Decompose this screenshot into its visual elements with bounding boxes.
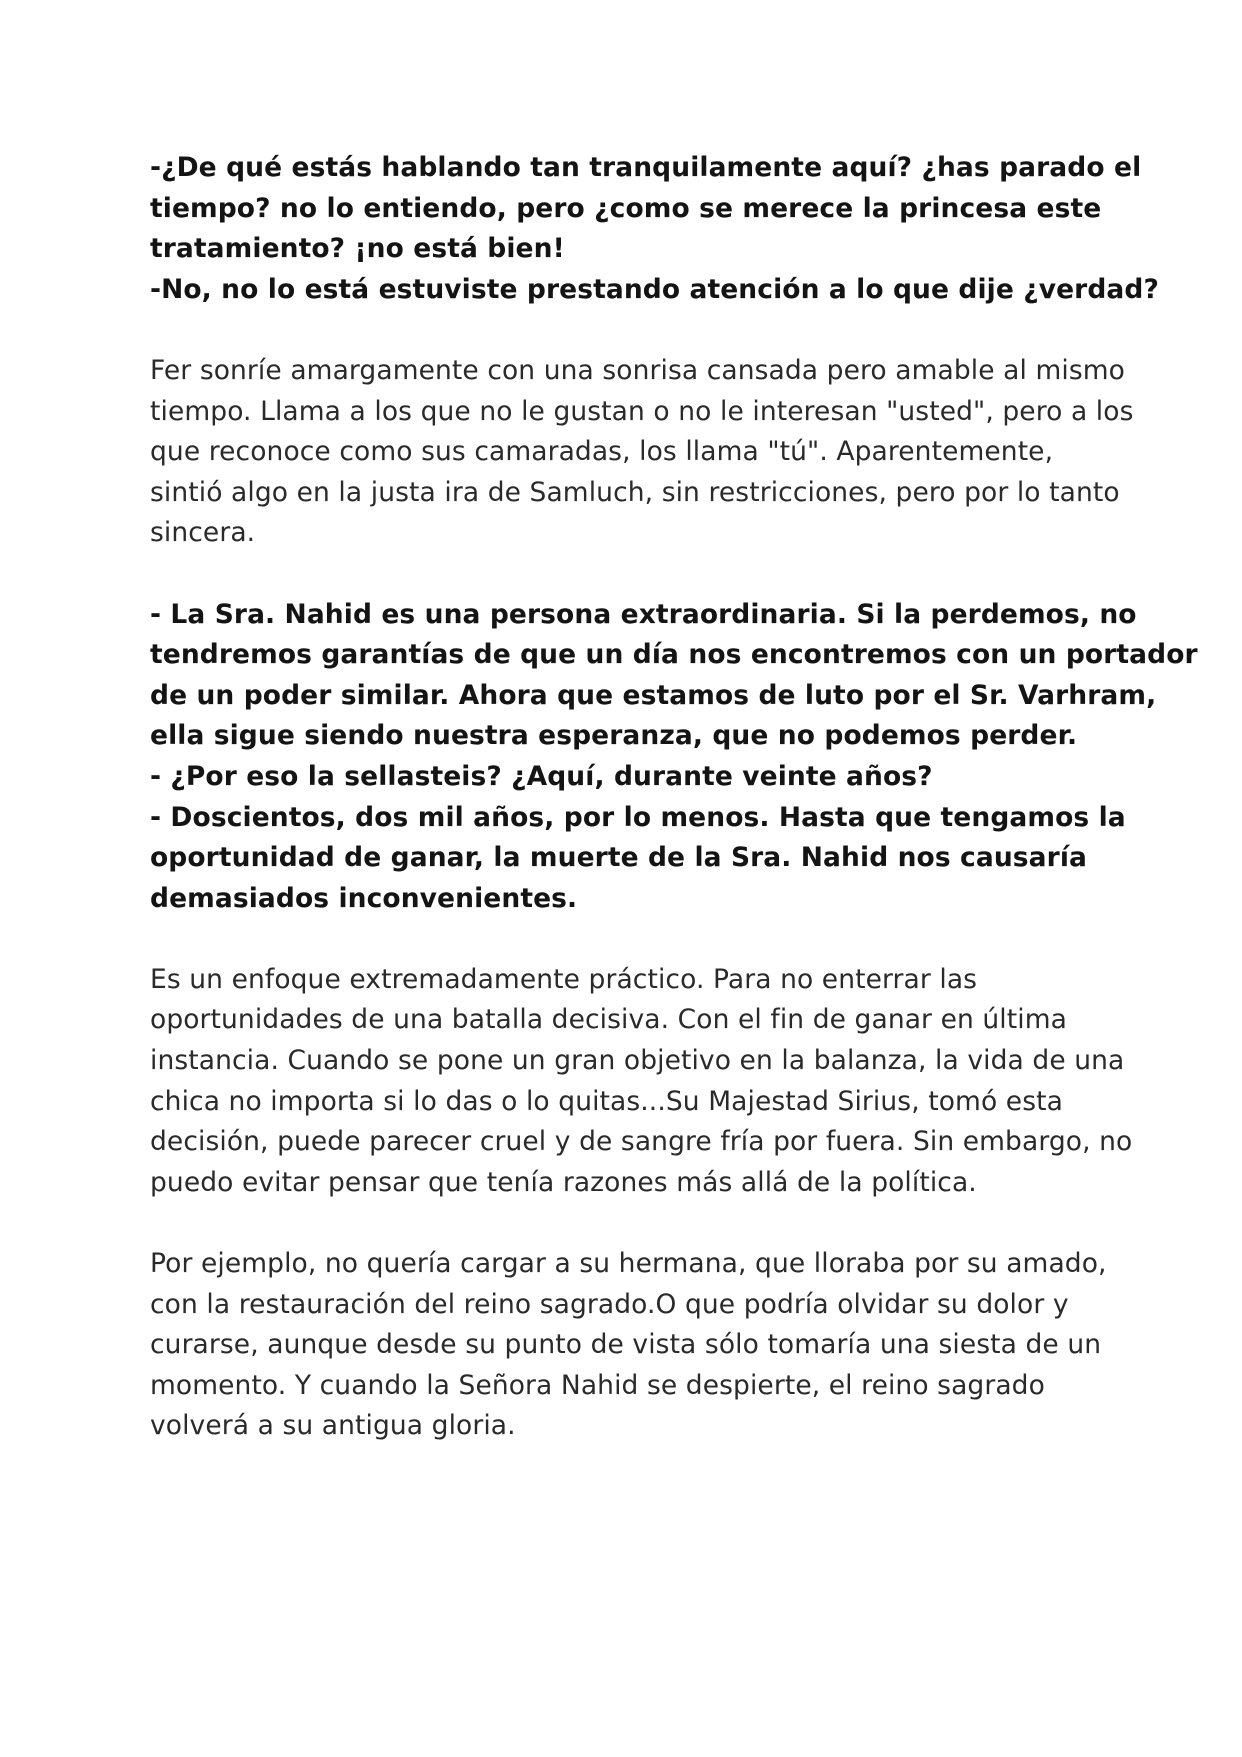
text-line: oportunidad de ganar, la muerte de la Sra. Nahid nos causaría xyxy=(150,842,1088,874)
text-line: tiempo. Llama a los que no le gustan o no le interesan "usted", pero a los xyxy=(150,395,1134,427)
text-line: curarse, aunque desde su punto de vista sólo tomaría una siesta de un xyxy=(150,1329,1102,1361)
text-line: puedo evitar pensar que tenía razones más allá de la política. xyxy=(150,1166,977,1198)
text-line: demasiados inconvenientes. xyxy=(150,882,578,914)
text-line: ella sigue siendo nuestra esperanza, que no podemos perder. xyxy=(150,720,1078,752)
text-line: Es un enfoque extremadamente práctico. Para no enterrar las xyxy=(150,963,978,995)
text-line: -No, no lo está estuviste prestando atención a lo que dije ¿verdad? xyxy=(150,273,1159,305)
text-line: tiempo? no lo entiendo, pero ¿como se merece la princesa este xyxy=(150,192,1102,224)
narration-paragraph-3 xyxy=(150,1244,1110,1447)
text-line: oportunidades de una batalla decisiva. Con el fin de ganar en última xyxy=(150,1004,1067,1036)
text-line: - Doscientos, dos mil años, por lo menos. Hasta que tengamos la xyxy=(150,801,1126,833)
text-line: instancia. Cuando se pone un gran objetivo en la balanza, la vida de una xyxy=(150,1045,1125,1077)
dialogue-paragraph-1 xyxy=(150,148,1159,310)
text-line: momento. Y cuando la Señora Nahid se despierte, el reino sagrado xyxy=(150,1369,1045,1401)
text-line: tratamiento? ¡no está bien! xyxy=(150,233,565,265)
text-line: - La Sra. Nahid es una persona extraordinaria. Si la perdemos, no xyxy=(150,598,1137,630)
text-line: volverá a su antigua gloria. xyxy=(150,1410,516,1442)
text-line: que reconoce como sus camaradas, los llama "tú". Aparentemente, xyxy=(150,436,1054,468)
text-line: chica no importa si lo das o lo quitas...Su Majestad Sirius, tomó esta xyxy=(150,1085,1063,1117)
text-line: de un poder similar. Ahora que estamos de luto por el Sr. Varhram, xyxy=(150,679,1157,711)
text-line: sincera. xyxy=(150,517,256,549)
text-line: - ¿Por eso la sellasteis? ¿Aquí, durante veinte años? xyxy=(150,760,933,792)
text-line: -¿De qué estás hablando tan tranquilamente aquí? ¿has parado el xyxy=(150,152,1142,183)
text-line: Fer sonríe amargamente con una sonrisa cansada pero amable al mismo xyxy=(150,354,1125,386)
text-line: Por ejemplo, no quería cargar a su hermana, que lloraba por su amado, xyxy=(150,1248,1107,1280)
narration-paragraph-2 xyxy=(150,960,1133,1204)
text-line: con la restauración del reino sagrado.O que podría olvidar su dolor y xyxy=(150,1288,1069,1320)
text-line: decisión, puede parecer cruel y de sangre fría por fuera. Sin embargo, no xyxy=(150,1126,1133,1158)
document-page xyxy=(150,148,1198,1488)
text-line: sintió algo en la justa ira de Samluch, sin restricciones, pero por lo tanto xyxy=(150,476,1120,508)
dialogue-paragraph-2 xyxy=(150,595,1198,920)
text-line: tendremos garantías de que un día nos encontremos con un portador xyxy=(150,639,1198,671)
narration-paragraph-1 xyxy=(150,351,1134,554)
